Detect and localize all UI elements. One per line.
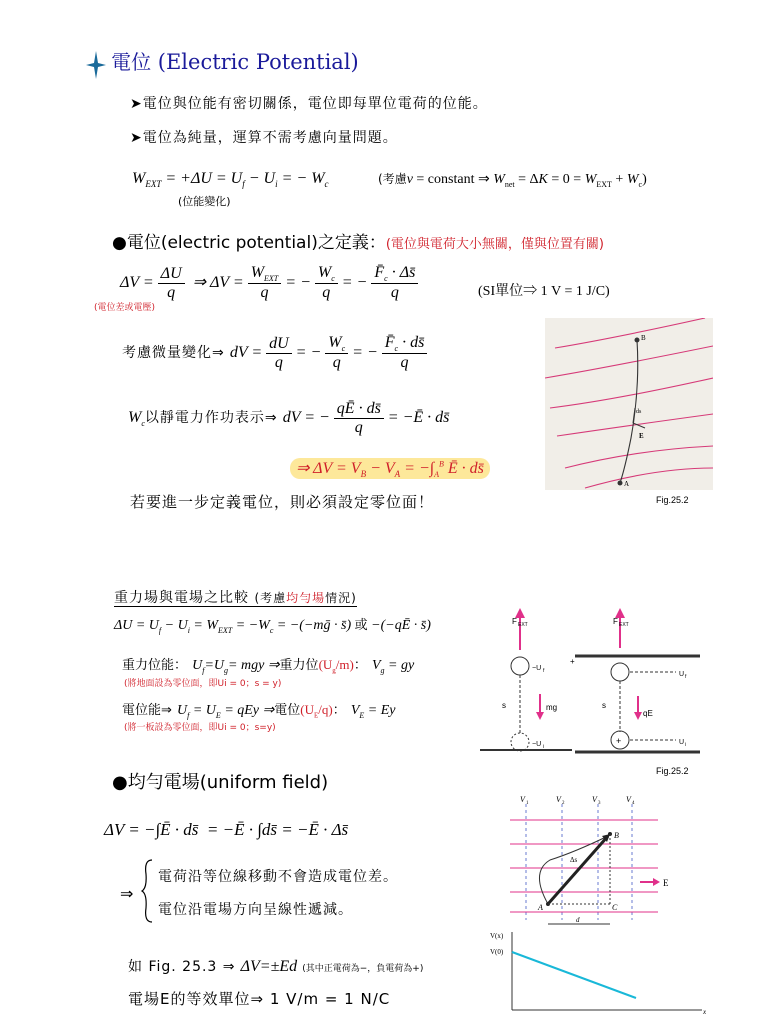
svg-text:3: 3 (598, 801, 601, 806)
svg-text:+: + (616, 736, 622, 746)
work-condition: (考慮v = constant ⇒ $W_{net} = \Delta K = 0 = W_{EXT} + W_c$) (378, 172, 647, 189)
electric-zero-note: (將一板設為零位面，即Ui = 0；s=y) (124, 723, 276, 733)
svg-text:V(x): V(x) (490, 932, 504, 940)
gravity-electric-figure (480, 604, 700, 760)
si-unit-note: (SI單位⇒ 1 V = 1 J/C) (478, 284, 610, 299)
compare-equation: $\Delta U = U_f - U_i = W_{EXT} = -W_c$ = −(−mḡ · s̄) 或 −(−qĒ · s̄) (114, 618, 431, 635)
svg-text:i: i (685, 742, 687, 748)
svg-text:4: 4 (632, 801, 635, 806)
svg-text:d: d (576, 916, 580, 924)
bullet-1: ➤電位與位能有密切關係，電位即每單位電荷的位能。 (130, 96, 488, 112)
svg-text:EXT: EXT (619, 622, 629, 628)
svg-text:x: x (703, 1008, 707, 1016)
svg-text:A: A (538, 903, 543, 912)
svg-text:V: V (592, 795, 597, 804)
fig-ref-row: 如 Fig. 25.3 ⇒ ΔV=±Ed (其中正電荷為−，負電荷為+) (128, 958, 424, 975)
gravity-zero-note: (將地面設為零位面，即Ui = 0；s = y) (124, 679, 282, 689)
svg-text:−U: −U (532, 665, 542, 672)
title-row (86, 46, 359, 79)
fig1-caption: Fig.25.2 (656, 495, 689, 505)
definition-heading: ●電位(electric potential)之定義：(電位與電荷大小無關，僅與位置有關) (112, 233, 604, 253)
svg-text:qE: qE (643, 709, 653, 718)
svg-text:V: V (556, 795, 561, 804)
svg-text:A: A (624, 480, 630, 488)
bullet-2: ➤電位為純量，運算不需考慮向量問題。 (130, 130, 398, 146)
svg-text:E: E (663, 878, 669, 888)
star-bullet-icon (86, 51, 106, 79)
svg-text:V: V (520, 795, 525, 804)
wc-row: $W_c$以靜電力作功表示⇒ dV = − $\frac{qĒ \cdot ds̄}{q}$ = −Ē · ds̄ (128, 400, 450, 436)
potential-integral-result: ⇒ $\Delta V = V_B - V_A = -\int_A^B$ Ē · ds̄ (290, 458, 490, 479)
svg-text:F: F (512, 617, 517, 626)
page-title: 電位 (Electric Potential) (111, 50, 359, 74)
svg-text:U: U (679, 739, 685, 746)
uniform-equation: ΔV = −∫Ē · ds̄ = −Ē · ∫ds̄ = −Ē · Δs̄ (104, 820, 349, 839)
svg-text:E: E (639, 432, 644, 440)
svg-text:F: F (613, 617, 618, 626)
svg-text:U: U (679, 671, 685, 678)
svg-text:1: 1 (526, 801, 529, 806)
brace-icon (140, 858, 154, 924)
compare-heading: 重力場與電場之比較 (考慮均勻場情況) (114, 590, 357, 606)
unit-line: 電場E的等效單位⇒ 1 V/m = 1 N/C (128, 990, 391, 1008)
svg-text:+: + (570, 657, 575, 666)
svg-text:f: f (543, 668, 545, 674)
fig2-caption: Fig.25.2 (656, 766, 689, 776)
svg-text:Δs: Δs (570, 856, 578, 864)
uniform-line-1: 電荷沿等位線移動不會造成電位差。 (158, 869, 398, 885)
svg-text:s: s (602, 701, 606, 710)
delta-v-definition: ΔV = $\frac{\Delta U}{q}$ ⇒ ΔV = $\frac{W_{EXT}}{q}$ = − $\frac{W_c}{q}$ = − $\frac{F̄_c \cdot \Delta s̄}{q}$ (120, 264, 418, 302)
svg-text:ds: ds (636, 409, 642, 415)
svg-text:V(0): V(0) (490, 948, 504, 956)
uniform-field-figure (490, 792, 710, 1016)
svg-text:B: B (614, 831, 619, 840)
work-equation: $W_{EXT} = +\Delta U = U_f - U_i$ = − $W_c$ (132, 170, 329, 190)
zero-level-note: 若要進一步定義電位，則必須設定零位面！ (130, 493, 435, 511)
svg-text:s: s (502, 701, 506, 710)
micro-change-row: 考慮微量變化⇒ dV = $\frac{dU}{q}$ = − $\frac{W_c}{q}$ = − $\frac{F̄_c \cdot ds̄}{q}$ (122, 334, 427, 372)
svg-text:−U: −U (532, 741, 542, 748)
svg-text:B: B (641, 334, 646, 342)
implies-arrow: ⇒ (120, 886, 134, 903)
energy-change-note: (位能變化) (178, 195, 231, 208)
svg-text:f: f (685, 674, 687, 680)
svg-text:V: V (626, 795, 631, 804)
gravity-potential-row: 重力位能： $U_f=U_g=$ mgy ⇒重力位$(U_g/m)$： $V_g$ = gy (122, 657, 415, 675)
svg-text:C: C (612, 903, 618, 912)
field-lines-figure (545, 318, 713, 490)
svg-text:mg: mg (546, 703, 558, 712)
uniform-heading: ●均勻電場(uniform field) (112, 772, 329, 793)
svg-text:2: 2 (562, 801, 565, 806)
svg-text:EXT: EXT (518, 622, 528, 628)
electric-potential-row: 電位能⇒ $U_f = U_E$ = qEy ⇒電位$(U_E/q)$： $V_E = Ey$ (122, 702, 396, 720)
svg-text:i: i (543, 744, 545, 750)
uniform-line-2: 電位沿電場方向呈線性遞減。 (158, 902, 353, 918)
voltage-note: (電位差或電壓) (94, 303, 156, 313)
